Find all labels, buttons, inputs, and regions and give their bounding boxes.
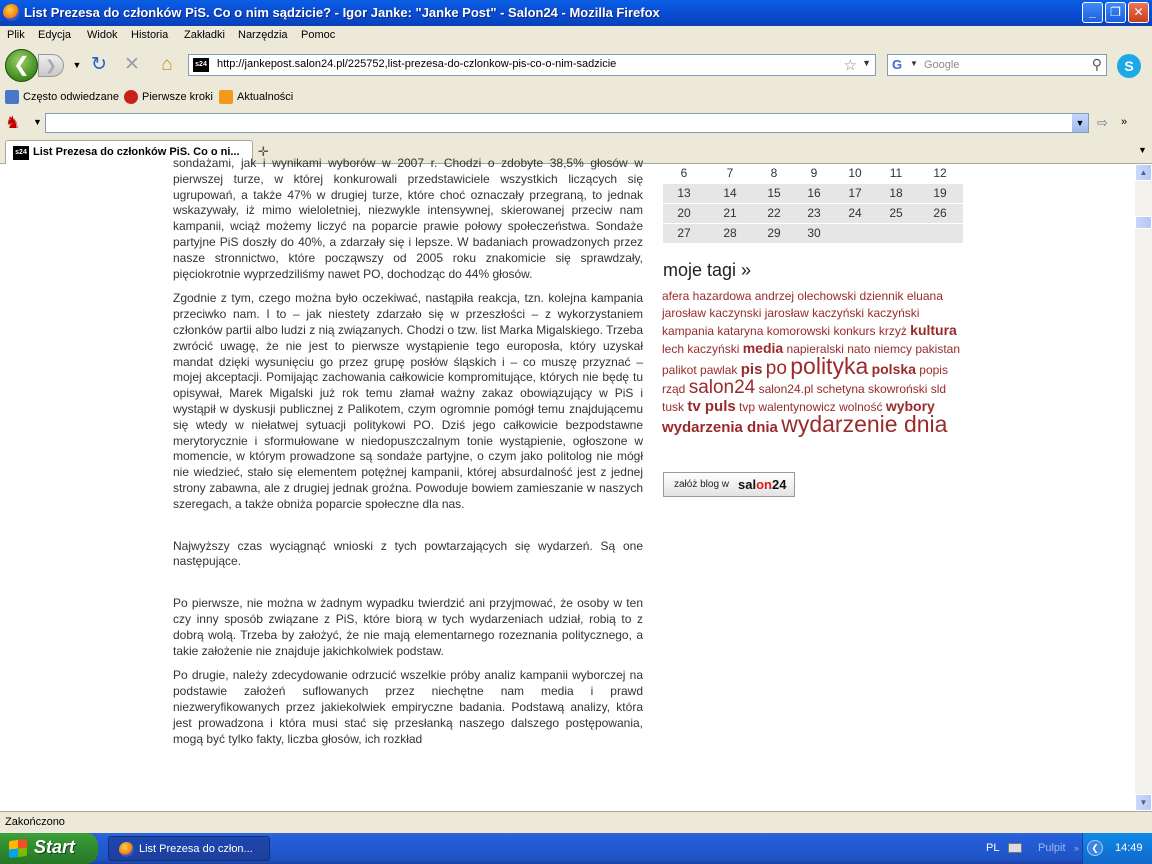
tag-link[interactable]: krzyż	[878, 324, 907, 338]
menu-bar	[0, 26, 1152, 46]
bookmark-czesto-odwiedzane[interactable]: Często odwiedzane	[23, 91, 120, 103]
tag-link[interactable]: konkurs	[833, 324, 876, 338]
article-paragraph: Najwyższy czas wyciągnąć wnioski z tych powtarzających się wydarzeń. Są one następujące.	[173, 538, 643, 569]
tag-link[interactable]: lech kaczyński	[662, 342, 740, 356]
tag-link[interactable]: popis	[919, 363, 948, 377]
tab-favicon: s24	[13, 146, 29, 160]
tag-link[interactable]: salon24	[688, 377, 756, 398]
start-button[interactable]	[0, 833, 98, 864]
tab-label[interactable]: List Prezesa do członków PiS. Co o ni...	[33, 146, 240, 158]
calendar-day[interactable]: 10	[848, 166, 862, 180]
tag-link[interactable]: afera hazardowa	[662, 289, 752, 303]
tag-link[interactable]: tvp	[739, 400, 756, 414]
menu-edycja[interactable]: Edycja	[38, 29, 72, 41]
search-engine-dropdown-icon[interactable]: ▼	[910, 59, 918, 68]
tag-link[interactable]: napieralski	[786, 342, 844, 356]
back-button[interactable]: ❮	[5, 49, 38, 82]
rss-icon	[219, 90, 233, 104]
vertical-scrollbar[interactable]	[1135, 164, 1152, 811]
calendar-day[interactable]: 6	[680, 166, 688, 180]
window-titlebar[interactable]	[0, 0, 1152, 26]
windows-logo-icon	[9, 839, 27, 858]
tag-link[interactable]: palikot	[662, 363, 697, 377]
article-paragraph: sondażami, jak i wynikami wyborów w 2007 r. Chodzi o zdobyte 38,5% głosów w pierwszej turze, w której konkurowali przedstawiciele wszystkich liczących się ugrupowań, a także 47% w drugiej turze, które choć oznaczały przegraną, to jednak wskazywały, iż mimo wieloletniej, niezwykle intensywnej, skierowanej przeciw nam kampanii, wciąż możemy liczyć na poparcie prawie połowy społeczeństwa. Sondaże partyjne PiS doszły do 40%, a zdarzały się i lepsze. W badaniach prowadzonych przez nasze stronnictwo, które począwszy od 2005 roku znakomicie się sprawdzały, pięciokrotnie wyprzedziliśmy nawet PO, dochodząc do 44% głosów.	[173, 156, 643, 281]
clock[interactable]: 14:49	[1115, 842, 1143, 854]
calendar-day[interactable]: 24	[848, 206, 862, 220]
address-bar[interactable]	[188, 54, 876, 76]
bookmark-aktualnosci[interactable]: Aktualności	[237, 91, 294, 103]
tag-link[interactable]: po	[765, 358, 787, 379]
system-tray	[978, 833, 1152, 864]
navigation-toolbar	[0, 46, 1152, 86]
addon-logo-icon[interactable]: ♞	[5, 113, 21, 132]
calendar-week-row	[663, 184, 963, 204]
addon-input-dropdown-icon[interactable]: ▼	[1072, 114, 1088, 132]
tag-link[interactable]: pis	[740, 361, 763, 378]
firefox-icon	[3, 4, 20, 21]
tag-link[interactable]: komorowski	[766, 324, 831, 338]
salon24-logo: salon24	[738, 477, 787, 492]
tag-link[interactable]: schetyna	[816, 382, 865, 396]
skype-icon[interactable]: S	[1117, 54, 1141, 78]
addon-toolbar	[0, 108, 1152, 138]
bookmark-star-icon[interactable]: ☆	[843, 57, 857, 74]
forward-button[interactable]: ❯	[38, 54, 64, 77]
tags-title[interactable]: moje tagi »	[663, 260, 752, 280]
calendar-day[interactable]: 12	[933, 166, 947, 180]
calendar-day[interactable]: 25	[889, 206, 903, 220]
scroll-up-button[interactable]: ▲	[1135, 164, 1152, 181]
firefox-icon	[119, 842, 134, 857]
tag-link[interactable]: pakistan	[915, 342, 961, 356]
tag-link[interactable]: polityka	[790, 353, 869, 379]
tag-link[interactable]: jarosław kaczyński	[764, 306, 865, 320]
menu-narzedzia[interactable]: Narzędzia	[238, 29, 288, 41]
bookmarks-toolbar	[0, 86, 1152, 108]
status-text: Zakończono	[5, 816, 65, 828]
calendar-day[interactable]: 26	[933, 206, 947, 220]
tag-link[interactable]: kataryna	[717, 324, 764, 338]
calendar-week-row	[663, 164, 963, 184]
taskbar-firefox-item[interactable]	[108, 836, 270, 861]
tag-link[interactable]: rząd	[662, 382, 686, 396]
article-paragraph: Po drugie, należy zdecydowanie odrzucić wszelkie próby analiz kampanii wyborczej na podstawie założeń suflowanych przez niechętne nam media i prawd niezweryfikowanych przez jakiekolwiek empiryczne badania. Podstawą analizy, która jest prowadzona i która musi stać się przesłanką naszego dalszego postępowania, mogą być tylko fakty, liczba głosów, ich rozkład	[173, 668, 643, 746]
history-dropdown-icon[interactable]: ▼	[72, 60, 82, 70]
url-text[interactable]: http://jankepost.salon24.pl/225752,list-prezesa-do-czlonkow-pis-co-o-nim-sadzicie	[217, 58, 617, 70]
menu-pomoc[interactable]: Pomoc	[301, 29, 336, 41]
tag-cloud	[662, 288, 962, 437]
calendar-day[interactable]: 30	[807, 226, 821, 240]
scroll-thumb[interactable]	[1135, 216, 1152, 229]
article-body	[173, 156, 643, 756]
tag-link[interactable]: nato	[847, 342, 871, 356]
create-blog-button[interactable]	[663, 472, 795, 497]
site-favicon: s24	[193, 58, 209, 72]
addon-search-input[interactable]	[45, 113, 1089, 133]
window-title: List Prezesa do członków PiS. Co o nim sądzicie? - Igor Janke: "Janke Post" - Salon24 - Mozilla Firefox	[24, 5, 660, 20]
calendar-day[interactable]: 21	[723, 206, 737, 220]
tag-link[interactable]: skowroński	[868, 382, 928, 396]
bookmark-folder-icon	[5, 90, 19, 104]
tag-link[interactable]: polska	[871, 361, 916, 377]
calendar-day[interactable]: 22	[767, 206, 781, 220]
page-content	[0, 156, 1135, 811]
tag-link[interactable]: pawlak	[700, 363, 738, 377]
calendar-day[interactable]: 13	[677, 186, 691, 200]
new-tab-icon[interactable]: ✛	[258, 144, 269, 159]
language-indicator[interactable]: PL	[986, 842, 1000, 854]
maximize-button[interactable]: ❐	[1105, 2, 1126, 23]
calendar-day[interactable]: 27	[677, 226, 691, 240]
menu-zakladki[interactable]: Zakładki	[184, 29, 225, 41]
keyboard-icon[interactable]	[1008, 843, 1022, 853]
calendar-day[interactable]: 14	[723, 186, 737, 200]
tag-link[interactable]: media	[742, 340, 784, 356]
google-icon[interactable]: G	[892, 57, 903, 72]
addon-dropdown-icon[interactable]: ▼	[33, 117, 42, 127]
tab-list-dropdown-icon[interactable]: ▼	[1138, 145, 1147, 155]
show-hidden-icons-icon[interactable]: ❮	[1087, 840, 1103, 856]
calendar-week-row	[663, 224, 963, 244]
menu-plik[interactable]: Plik	[7, 29, 25, 41]
calendar-day[interactable]: 18	[889, 186, 903, 200]
bookmark-pierwsze-kroki[interactable]: Pierwsze kroki	[142, 91, 213, 103]
tag-link[interactable]: salon24.pl	[758, 382, 814, 396]
close-button[interactable]: ✕	[1128, 2, 1149, 23]
windows-taskbar	[0, 833, 1152, 864]
calendar-day[interactable]: 29	[767, 226, 781, 240]
tag-link[interactable]: walentynowicz	[758, 400, 836, 414]
calendar-day[interactable]: 7	[726, 166, 734, 180]
calendar-day[interactable]: 20	[677, 206, 691, 220]
stop-icon[interactable]: ✕	[124, 54, 140, 75]
menu-widok[interactable]: Widok	[87, 29, 118, 41]
notification-area	[1082, 833, 1152, 864]
calendar-day[interactable]: 17	[848, 186, 862, 200]
tag-link[interactable]: sld	[930, 382, 947, 396]
desktop-toolbar-arrow-icon[interactable]: »	[1074, 843, 1080, 853]
go-arrow-icon[interactable]: ⇨	[1097, 115, 1108, 130]
calendar-day[interactable]: 15	[767, 186, 781, 200]
tag-link[interactable]: tv puls	[687, 398, 736, 415]
calendar-day[interactable]: 9	[810, 166, 818, 180]
create-blog-label: załóż blog w	[674, 479, 730, 490]
tag-link[interactable]: wydarzenia dnia	[662, 419, 778, 436]
article-paragraph: Zgodnie z tym, czego można było oczekiwać, nastąpiła reakcja, tzn. kolejna kampania przeciwko nam. I to – jak niestety zdarzało się w przeszłości – z wykorzystaniem członków partii albo ludzi z nią związanych. Chodzi o tzw. list Marka Migalskiego. Trzeba zwrócić uwagę, że nie jest to pierwsze wystąpienie tego europosła, który uzyskał mandat dzięki wysunięciu go przez grupę posłów śląskich i – co muszę przyznać – mojej akceptacji. Pomijając zachowania całkowicie kompromitujące, których nie będę tu opisywał, Marek Migalski już rok temu złamał ważny zakaz obowiązujący w PiS i wystąpił w dyskusji publicznej z Palikotem, czym ogromnie pomógł temu znajdującemu się wtedy w niełatwej sytuacji politykowi PO. Dziś jego całkowicie bezpodstawne merytorycznie i sformułowane w niedopuszczalnym tonie wystąpienie, ogłoszone w momencie, w którym prowadzone są sondaże partyjne, o czym jako politolog nie mógł nie wiedzieć, stało się elementem potężnej kampanii, której absurdalność jest z jednej strony zabawna, ale z drugiej jednak groźna. Powoduje bowiem zamieszanie w naszych szeregach, a także obniża poparcie społeczne dla nas.	[173, 291, 643, 511]
calendar-day[interactable]: 8	[770, 166, 778, 180]
search-icon[interactable]: ⚲	[1091, 56, 1102, 72]
tag-link[interactable]: kultura	[910, 322, 957, 338]
tag-link[interactable]: eluana	[906, 289, 943, 303]
tag-link[interactable]: kampania	[662, 324, 715, 338]
tag-link[interactable]: dziennik	[859, 289, 904, 303]
toolbar-overflow-icon[interactable]: »	[1121, 116, 1128, 128]
article-paragraph: Po pierwsze, nie można w żadnym wypadku twierdzić ani przyjmować, że osoby w ten czy inny sposób związane z PiS, które biorą w tych wydarzeniach udział, robią to z dobrą wolą. Trzeba by założyć, że nie mają elementarnego rozeznania politycznego, a takie założenie nie znajduje jakichkolwiek podstaw.	[173, 596, 643, 658]
tag-link[interactable]: wydarzenie dnia	[781, 411, 948, 437]
tag-link[interactable]: andrzej olechowski	[754, 289, 857, 303]
calendar-day[interactable]: 28	[723, 226, 737, 240]
tag-link[interactable]: kaczyński	[867, 306, 920, 320]
calendar-week-row	[663, 204, 963, 224]
reload-icon[interactable]: ↻	[91, 54, 107, 75]
tag-link[interactable]: niemcy	[873, 342, 912, 356]
calendar-day[interactable]: 19	[933, 186, 947, 200]
taskbar-item-label: List Prezesa do człon...	[139, 843, 253, 855]
desktop-toolbar[interactable]: Pulpit	[1038, 842, 1066, 854]
calendar	[663, 164, 963, 244]
tag-link[interactable]: wybory	[885, 398, 935, 414]
minimize-button[interactable]: _	[1082, 2, 1103, 23]
tag-link[interactable]: wolność	[839, 400, 883, 414]
calendar-day[interactable]: 11	[889, 166, 903, 180]
calendar-day[interactable]: 16	[807, 186, 821, 200]
tag-link[interactable]: tusk	[662, 400, 685, 414]
tag-link[interactable]: jarosław kaczynski	[662, 306, 762, 320]
home-icon[interactable]: ⌂	[161, 54, 173, 75]
start-label: Start	[34, 837, 76, 857]
menu-historia[interactable]: Historia	[131, 29, 169, 41]
status-bar	[0, 811, 1152, 833]
search-box[interactable]	[887, 54, 1107, 76]
firefox-bookmark-icon	[124, 90, 138, 104]
calendar-day[interactable]: 23	[807, 206, 821, 220]
url-dropdown-icon[interactable]: ▼	[862, 58, 871, 68]
search-input[interactable]: Google	[924, 59, 960, 71]
scroll-down-button[interactable]: ▼	[1135, 794, 1152, 811]
